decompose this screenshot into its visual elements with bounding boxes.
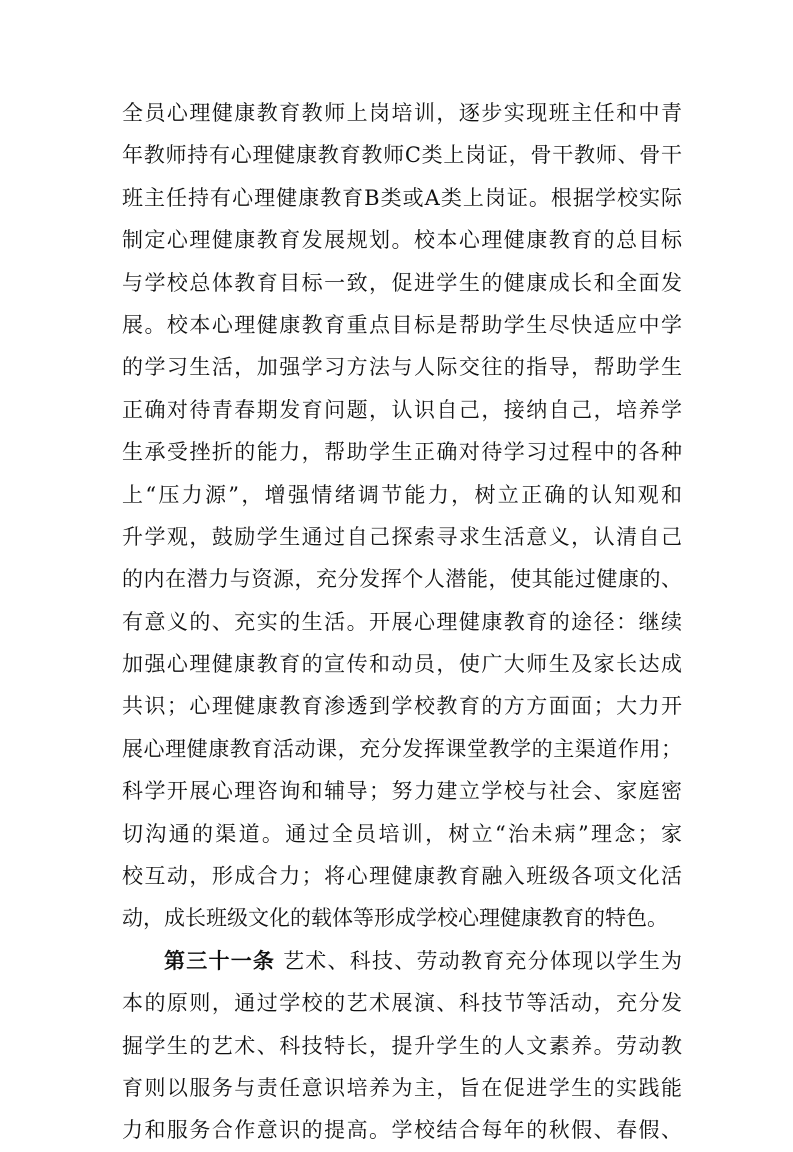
article-heading: 第三十一条 bbox=[164, 948, 276, 973]
text-line: 与学校总体教育目标一致，促进学生的健康成长和全面发 bbox=[122, 270, 682, 295]
text-line: 班主任持有心理健康教育B类或A类上岗证。根据学校实际 bbox=[122, 185, 682, 210]
text-line: 校互动，形成合力；将心理健康教育融入班级各项文化活 bbox=[122, 864, 682, 889]
text-line: 加强心理健康教育的宣传和动员，使广大师生及家长达成 bbox=[122, 652, 682, 677]
text-line: 掘学生的艺术、科技特长，提升学生的人文素养。劳动教 bbox=[122, 1033, 682, 1058]
text-line: 上“压力源”，增强情绪调节能力，树立正确的认知观和 bbox=[122, 482, 682, 507]
text-line: 科学开展心理咨询和辅导；努力建立学校与社会、家庭密 bbox=[122, 779, 682, 804]
text-line: 正确对待青春期发育问题，认识自己，接纳自己，培养学 bbox=[122, 397, 682, 422]
paragraph-psych-health bbox=[122, 92, 682, 940]
text-line: 的学习生活，加强学习方法与人际交往的指导，帮助学生 bbox=[122, 355, 682, 380]
text-line: 全员心理健康教育教师上岗培训，逐步实现班主任和中青 bbox=[122, 101, 682, 125]
text-line: 本的原则，通过学校的艺术展演、科技节等活动，充分发 bbox=[122, 991, 682, 1016]
article-first-line: 艺术、科技、劳动教育充分体现以学生为 bbox=[275, 948, 682, 973]
text-line: 的内在潜力与资源，充分发挥个人潜能，使其能过健康的、 bbox=[122, 567, 682, 592]
body-text bbox=[122, 92, 682, 1152]
text-line: 年教师持有心理健康教育教师C类上岗证，骨干教师、骨干 bbox=[122, 143, 682, 168]
text-line: 制定心理健康教育发展规划。校本心理健康教育的总目标 bbox=[122, 228, 682, 253]
text-line: 有意义的、充实的生活。开展心理健康教育的途径：继续 bbox=[122, 609, 682, 634]
text-line: 切沟通的渠道。通过全员培训，树立“治未病”理念；家 bbox=[122, 821, 682, 846]
text-line bbox=[122, 940, 682, 982]
text-line: 生承受挫折的能力，帮助学生正确对待学习过程中的各种 bbox=[122, 440, 682, 465]
text-line: 动，成长班级文化的载体等形成学校心理健康教育的特色。 bbox=[122, 906, 668, 931]
text-line: 育则以服务与责任意识培养为主，旨在促进学生的实践能 bbox=[122, 1075, 682, 1100]
text-line: 展。校本心理健康教育重点目标是帮助学生尽快适应中学 bbox=[122, 312, 682, 337]
text-line: 共识；心理健康教育渗透到学校教育的方方面面；大力开 bbox=[122, 694, 682, 719]
text-line: 展心理健康教育活动课，充分发挥课堂教学的主渠道作用； bbox=[122, 736, 682, 761]
text-line: 升学观，鼓励学生通过自己探索寻求生活意义，认清自己 bbox=[122, 524, 682, 549]
text-line: 力和服务合作意识的提高。学校结合每年的秋假、春假、 bbox=[122, 1118, 682, 1143]
paragraph-article-31 bbox=[122, 940, 682, 1152]
